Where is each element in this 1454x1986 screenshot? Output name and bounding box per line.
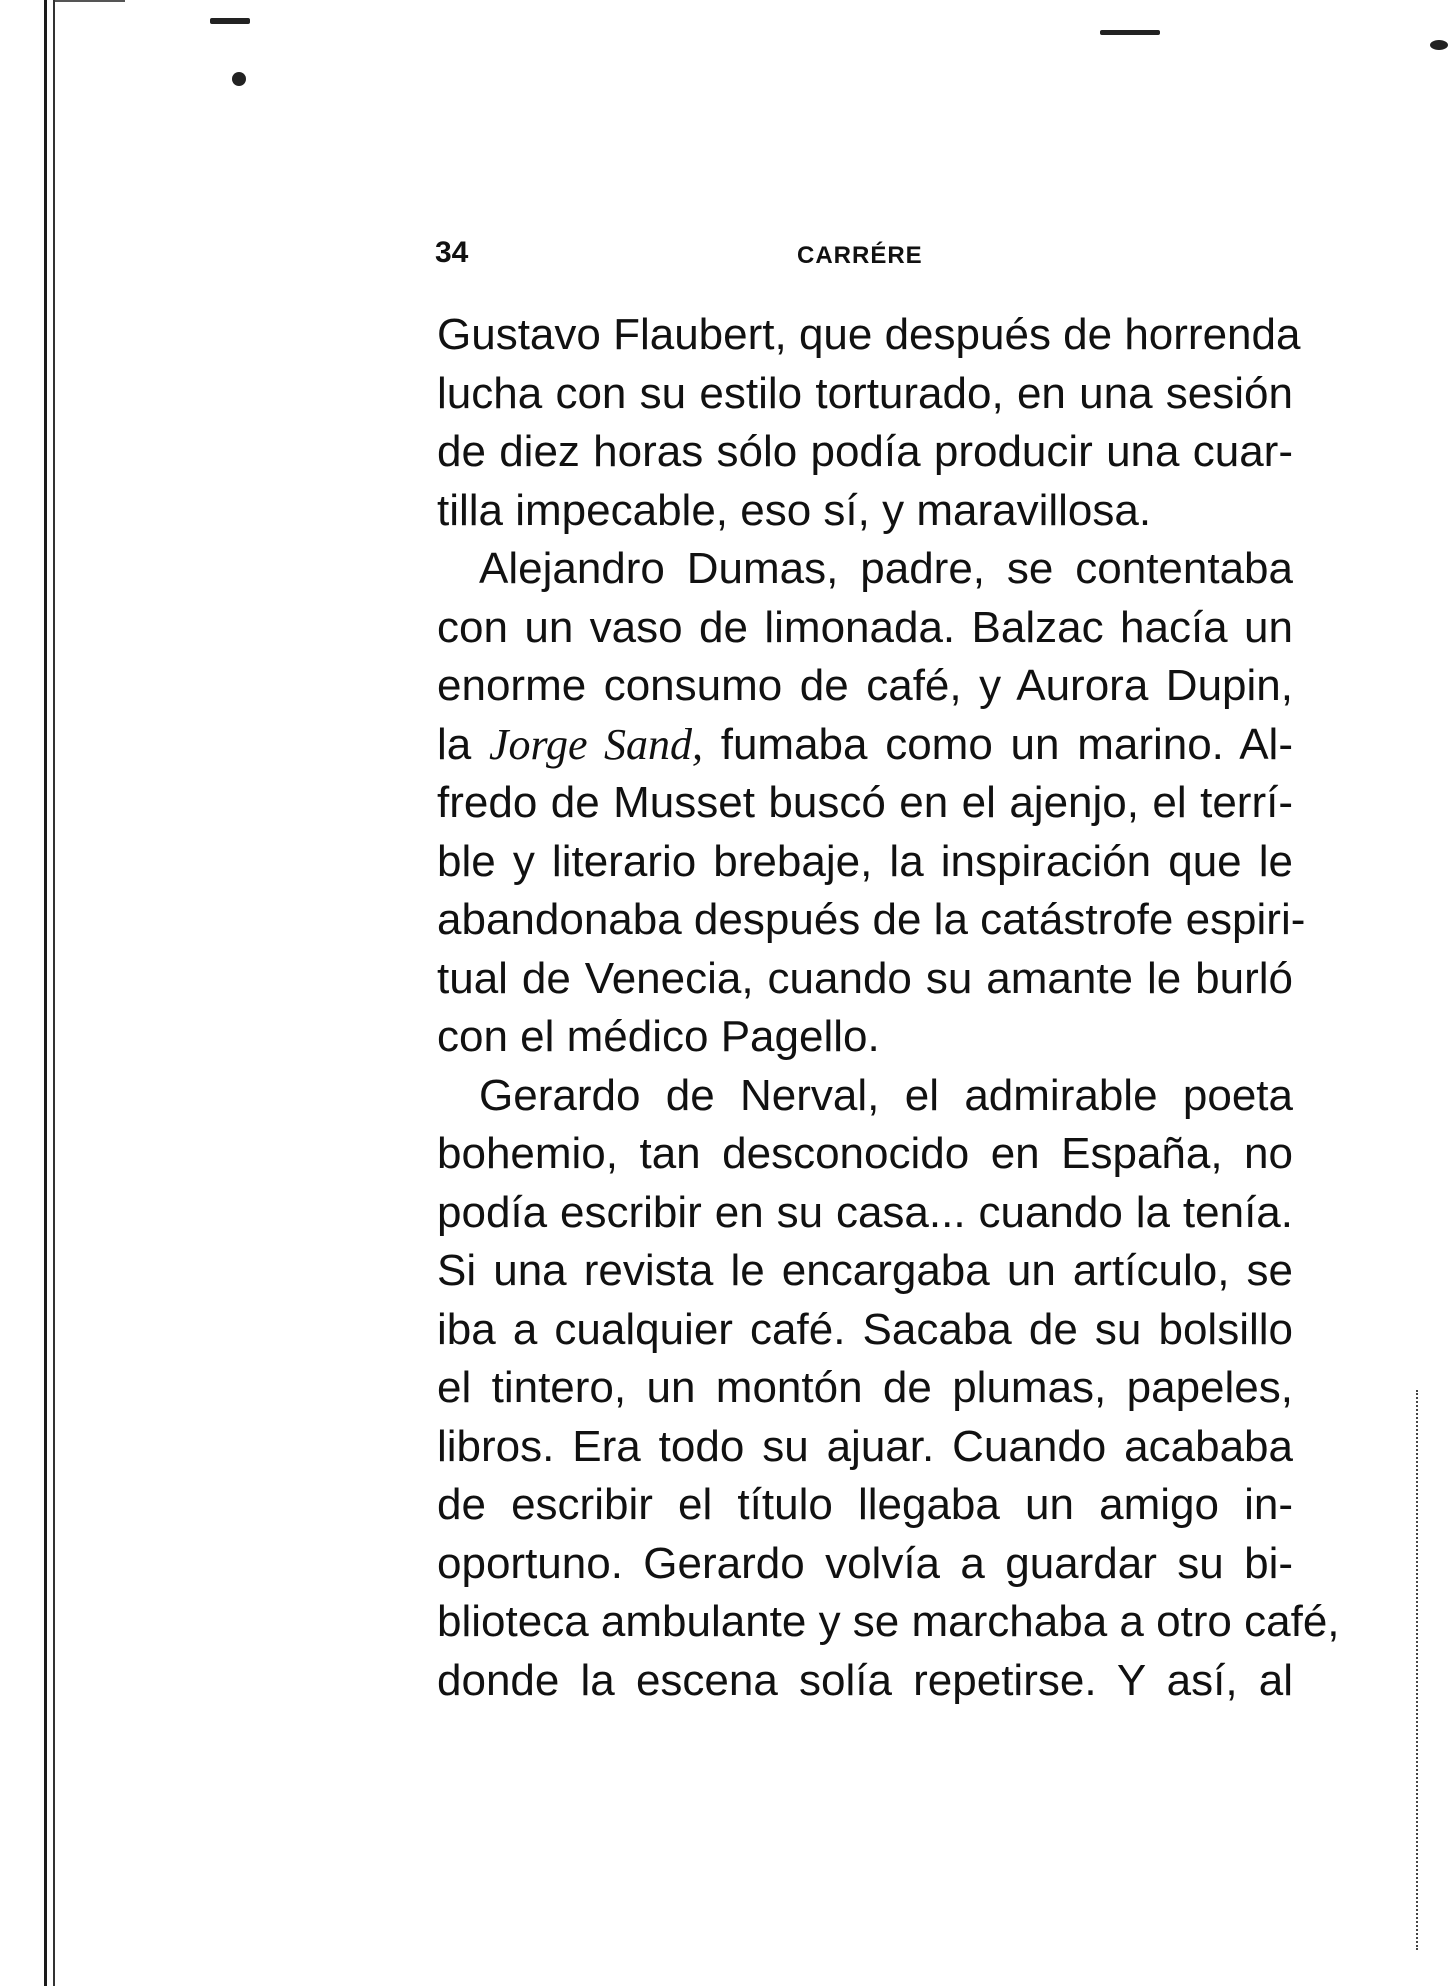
text-line: iba a cualquier café. Sacaba de su bolsillo: [437, 1304, 1293, 1354]
ink-speck: [1100, 30, 1160, 35]
text-line: lucha con su estilo torturado, en una sesión: [437, 368, 1293, 418]
body-text: [437, 306, 1340, 1710]
text-line: oportuno. Gerardo volvía a guardar su bi-: [437, 1538, 1293, 1588]
text-line: fredo de Musset buscó en el ajenjo, el terrí-: [437, 778, 1293, 827]
text-line: con el médico Pagello.: [437, 1012, 880, 1061]
italic-name: Jorge Sand,: [488, 719, 704, 769]
text-line: de escribir el título llegaba un amigo in-: [437, 1480, 1293, 1529]
text-line: donde la escena solía repetirse. Y así, al: [437, 1655, 1293, 1705]
text-line: bohemio, tan desconocido en España, no: [437, 1129, 1293, 1178]
scan-edge-specks: [1412, 1390, 1418, 1950]
text-line: libros. Era todo su ajuar. Cuando acababa: [437, 1421, 1293, 1471]
ink-speck: [210, 18, 250, 24]
text-line: Alejandro Dumas, padre, se contentaba: [479, 544, 1293, 593]
text-line: abandonaba después de la catástrofe espiri-: [437, 895, 1306, 944]
page-edge-rule: [44, 0, 47, 1986]
page-edge-rule-inner: [53, 0, 55, 1986]
text-line: Gustavo Flaubert, que después de horrenda: [437, 310, 1301, 359]
text-line: Si una revista le encargaba un artículo, se: [437, 1246, 1293, 1295]
text-line: ble y literario brebaje, la inspiración que le: [437, 836, 1293, 886]
text-line: enorme consumo de café, y Aurora Dupin,: [437, 661, 1293, 710]
running-head: [435, 236, 1335, 276]
text-line: de diez horas sólo podía producir una cuar-: [437, 427, 1293, 476]
ink-speck: [232, 72, 246, 86]
text-line: tual de Venecia, cuando su amante le burló: [437, 953, 1293, 1003]
page-number: 34: [435, 236, 469, 269]
text-segment: fumaba como un marino. Al-: [703, 719, 1293, 769]
text-line: con un vaso de limonada. Balzac hacía un: [437, 602, 1293, 652]
text-line: el tintero, un montón de plumas, papeles,: [437, 1363, 1293, 1412]
text-segment: la: [437, 719, 489, 769]
ink-speck: [1430, 40, 1448, 50]
text-line: tilla impecable, eso sí, y maravillosa.: [437, 485, 1152, 535]
corner-mark: [55, 0, 125, 2]
running-title: CARRÉRE: [797, 242, 923, 269]
text-line: podía escribir en su casa... cuando la tenía.: [437, 1187, 1293, 1237]
text-line: Gerardo de Nerval, el admirable poeta: [479, 1070, 1293, 1120]
text-line-with-italic: [437, 716, 1293, 775]
text-line: blioteca ambulante y se marchaba a otro café,: [437, 1597, 1340, 1646]
